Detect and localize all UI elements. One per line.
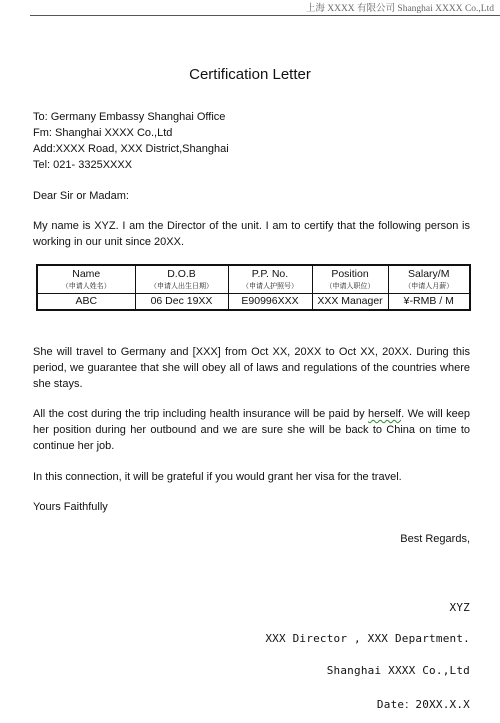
signature-title: XXX Director , XXX Department.	[265, 632, 470, 645]
salutation: Dear Sir or Madam:	[33, 190, 129, 202]
address-tel: Tel: 021- 3325XXXX	[33, 159, 133, 171]
header-divider	[30, 15, 500, 16]
letter-title: Certification Letter	[189, 66, 311, 83]
table-cell-position: XXX Manager	[312, 294, 388, 311]
table-cell-passport: E90996XXX	[228, 294, 312, 311]
signature-date: Date：20XX.X.X	[376, 698, 470, 711]
address-to: To: Germany Embassy Shanghai Office	[33, 111, 226, 123]
company-header: 上海 XXXX 有限公司 Shanghai XXXX Co.,Ltd	[305, 4, 494, 14]
signature-company: Shanghai XXXX Co.,Ltd	[326, 664, 470, 677]
table-header-row	[37, 265, 470, 294]
cost-text-start: All the cost during the trip including health insurance will be paid by	[33, 408, 369, 420]
address-block	[33, 109, 471, 173]
table-header-cell: Name （申请人姓名）	[37, 265, 135, 294]
intro-paragraph: My name is XYZ. I am the Director of the unit. I am to certify that the following person is working in our unit since 20XX.	[33, 220, 470, 248]
signature-name: XYZ	[449, 601, 470, 614]
table-cell-salary: ¥-RMB / M	[388, 294, 470, 311]
table-header-cell: Salary/M （申请人月薪）	[388, 265, 470, 294]
cost-paragraph	[33, 406, 470, 454]
cost-text-end: . We will keep her position during her outbound and we are sure she will be back to China on time to continue her job.	[33, 408, 470, 452]
table-cell-name: ABC	[37, 294, 135, 311]
best-regards: Best Regards,	[400, 533, 470, 545]
table-row	[37, 294, 470, 311]
connection-paragraph: In this connection, it will be grateful if you would grant her visa for the travel.	[33, 471, 402, 483]
travel-paragraph: She will travel to Germany and [XXX] from Oct XX, 20XX to Oct XX, 20XX. During this period, we guarantee that she will obey all of laws and regulations of the countries where she stays.	[33, 346, 470, 390]
table-header-cell: Position （申请人职位）	[312, 265, 388, 294]
table-header-cell: D.O.B （申请人出生日期）	[135, 265, 228, 294]
applicant-table	[36, 264, 471, 311]
address-street: Add:XXXX Road, XXX District,Shanghai	[33, 143, 229, 155]
table-header-cell: P.P. No. （申请人护照号）	[228, 265, 312, 294]
table-cell-dob: 06 Dec 19XX	[135, 294, 228, 311]
closing-line: Yours Faithfully	[33, 501, 108, 513]
address-from: Fm: Shanghai XXXX Co.,Ltd	[33, 127, 173, 139]
spellcheck-flagged-word: herself	[368, 408, 402, 420]
